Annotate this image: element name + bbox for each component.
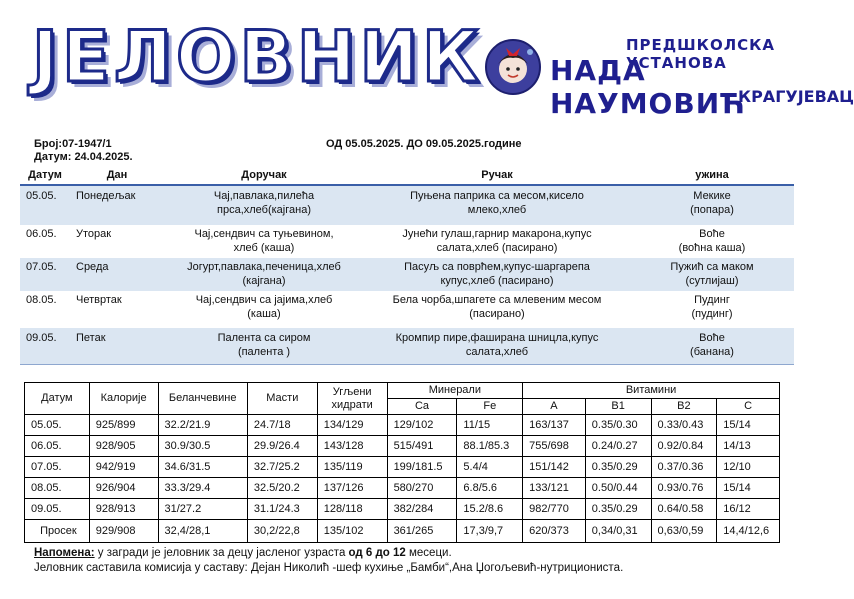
snack-line: (сутлијаш) <box>685 275 739 287</box>
note-age: од 6 до 12 <box>348 547 406 559</box>
nutrition-cell: 14/13 <box>717 436 780 457</box>
lunch-line: Јунећи гулаш,гарнир макарона,купус <box>402 228 592 240</box>
footnote-line-1 <box>34 546 623 561</box>
menu-table <box>20 165 794 365</box>
snack-line: Мекике <box>693 190 731 202</box>
nutrition-cell: 15/14 <box>717 415 780 436</box>
org-city: КРАГУЈЕВАЦ <box>738 87 854 106</box>
nutrition-cell: 32,4/28,1 <box>158 520 247 543</box>
menu-row <box>20 258 794 291</box>
nut-header-protein: Беланчевине <box>158 383 247 415</box>
menu-day: Среда <box>70 258 164 291</box>
nutrition-cell: 33.3/29.4 <box>158 478 247 499</box>
menu-snack <box>630 291 794 328</box>
nutrition-cell: 15/14 <box>717 478 780 499</box>
menu-lunch <box>364 291 630 328</box>
snack-line: Воће <box>699 332 725 344</box>
nutrition-cell: 925/899 <box>89 415 158 436</box>
nutrition-cell: 16/12 <box>717 499 780 520</box>
nutrition-cell: 12/10 <box>717 457 780 478</box>
nutrition-cell: 129/102 <box>387 415 457 436</box>
nutrition-cell: 0.92/0.84 <box>651 436 717 457</box>
nutrition-cell: 0.64/0.58 <box>651 499 717 520</box>
nutrition-cell: 133/121 <box>523 478 586 499</box>
nut-header-calories: Калорије <box>89 383 158 415</box>
menu-lunch <box>364 328 630 365</box>
nut-header-vitamins: Витамини <box>523 383 780 399</box>
menu-lunch <box>364 258 630 291</box>
nutrition-cell: 0.50/0.44 <box>585 478 651 499</box>
menu-header-row <box>20 165 794 185</box>
menu-snack <box>630 185 794 225</box>
footnote-line-2: Јеловник саставила комисија у саставу: Дејан Николић -шеф кухиње „Бамби“,Ана Џогољевић-нутриционистa. <box>34 562 624 574</box>
nut-header-a: A <box>523 399 586 415</box>
note-text: у загради је јеловник за децу јасленог узраста <box>94 547 349 559</box>
nutrition-row <box>25 415 780 436</box>
nutrition-table <box>24 382 780 543</box>
nutrition-cell: 982/770 <box>523 499 586 520</box>
nutrition-cell: 0,34/0,31 <box>585 520 651 543</box>
header-lunch: Ручак <box>364 165 630 185</box>
nutrition-cell: 05.05. <box>25 415 90 436</box>
nutrition-cell: 07.05. <box>25 457 90 478</box>
menu-lunch <box>364 225 630 258</box>
nut-header-fe: Fe <box>457 399 523 415</box>
snack-line: Воће <box>699 228 725 240</box>
nutrition-cell: 128/118 <box>317 499 387 520</box>
nut-header-minerals: Минерали <box>387 383 523 399</box>
nutrition-cell: 199/181.5 <box>387 457 457 478</box>
nutrition-cell: 0.24/0.27 <box>585 436 651 457</box>
nut-header-b2: B2 <box>651 399 717 415</box>
nutrition-cell: 24.7/18 <box>247 415 317 436</box>
header-breakfast: Доручак <box>164 165 364 185</box>
lunch-line: Пуњена паприка са месом,кисело <box>410 190 584 202</box>
nutrition-cell: 32.5/20.2 <box>247 478 317 499</box>
nutrition-cell: 382/284 <box>387 499 457 520</box>
nutrition-cell: 15.2/8.6 <box>457 499 523 520</box>
menu-breakfast <box>164 258 364 291</box>
nutrition-cell: 30,2/22,8 <box>247 520 317 543</box>
menu-date: 07.05. <box>20 258 70 291</box>
nutrition-cell: 88.1/85.3 <box>457 436 523 457</box>
menu-date: 08.05. <box>26 294 57 306</box>
breakfast-line: Јогурт,павлака,печеница,хлеб <box>187 261 341 273</box>
menu-row <box>20 291 794 328</box>
nutrition-cell: 755/698 <box>523 436 586 457</box>
menu-breakfast <box>164 225 364 258</box>
lunch-line: купус,хлеб (пасирано) <box>440 275 554 287</box>
breakfast-line: Чај,сендвич са јајима,хлеб <box>195 294 333 306</box>
lunch-line: Пасуљ са поврћем,купус-шаргарепа <box>404 261 590 273</box>
nutrition-cell: 31.1/24.3 <box>247 499 317 520</box>
nutrition-cell: 0.35/0.30 <box>585 415 651 436</box>
nutrition-cell: 942/919 <box>89 457 158 478</box>
menu-period: ОД 05.05.2025. ДО 09.05.2025.године <box>326 138 522 150</box>
nutrition-cell: 11/15 <box>457 415 523 436</box>
nutrition-cell: 0.35/0.29 <box>585 457 651 478</box>
menu-row <box>20 225 794 258</box>
nutrition-row <box>25 499 780 520</box>
menu-breakfast <box>164 291 364 328</box>
nutrition-cell: 929/908 <box>89 520 158 543</box>
nutrition-cell: 0,63/0,59 <box>651 520 717 543</box>
nutrition-cell: 34.6/31.5 <box>158 457 247 478</box>
lunch-line: млеко,хлеб <box>467 204 527 216</box>
menu-date: 09.05. <box>20 328 70 365</box>
nutrition-cell: 143/128 <box>317 436 387 457</box>
nutrition-cell: 928/913 <box>89 499 158 520</box>
snack-line: (воћна каша) <box>678 242 746 254</box>
document-date: Датум: 24.04.2025. <box>34 151 133 163</box>
snack-line: (банана) <box>690 346 734 358</box>
carbs-line: Угљени <box>332 385 372 398</box>
menu-day: Петак <box>70 328 164 365</box>
nutrition-cell: 14,4/12,6 <box>717 520 780 543</box>
nutrition-cell: 06.05. <box>25 436 90 457</box>
nutrition-cell: 5.4/4 <box>457 457 523 478</box>
nutrition-cell: 137/126 <box>317 478 387 499</box>
nutrition-cell: 135/119 <box>317 457 387 478</box>
lunch-line: Кромпир пире,фаширана шницла,купус <box>395 332 599 344</box>
breakfast-line: хлеб (каша) <box>233 242 295 254</box>
document-number: Број:07-1947/1 <box>34 138 112 150</box>
snack-line: Пужић са маком <box>670 261 754 273</box>
lunch-line: салата,хлеб <box>465 346 529 358</box>
breakfast-line: (кајгана) <box>242 275 286 287</box>
nut-header-b1: B1 <box>585 399 651 415</box>
breakfast-line: (каша) <box>247 308 281 320</box>
menu-day: Четвртак <box>76 294 122 306</box>
menu-day: Понедељак <box>70 185 164 225</box>
header-date: Датум <box>20 165 70 185</box>
nut-header-c: C <box>717 399 780 415</box>
kindergarten-logo <box>484 38 542 96</box>
nutrition-cell: 29.9/26.4 <box>247 436 317 457</box>
nutrition-cell: 151/142 <box>523 457 586 478</box>
breakfast-line: прса,хлеб(кајгана) <box>217 204 311 216</box>
nutrition-cell: 0.37/0.36 <box>651 457 717 478</box>
nutrition-row <box>25 457 780 478</box>
nutrition-row <box>25 436 780 457</box>
nut-header-carbs <box>317 383 387 415</box>
menu-day: Уторак <box>76 228 112 240</box>
nutrition-cell: 515/491 <box>387 436 457 457</box>
nutrition-row <box>25 478 780 499</box>
nutrition-cell: 32.7/25.2 <box>247 457 317 478</box>
footnote <box>34 546 623 576</box>
nutrition-cell: 09.05. <box>25 499 90 520</box>
nutrition-cell: 163/137 <box>523 415 586 436</box>
snack-line: (пудинг) <box>691 308 733 320</box>
nutrition-cell: 361/265 <box>387 520 457 543</box>
nutrition-average-row <box>25 520 780 543</box>
nutrition-cell: 17,3/9,7 <box>457 520 523 543</box>
page-title: ЈЕЛОВНИК <box>32 16 484 98</box>
nutrition-cell: 30.9/30.5 <box>158 436 247 457</box>
menu-date: 05.05. <box>20 185 70 225</box>
header-snack: ужина <box>630 165 794 185</box>
lunch-line: (пасирано) <box>469 308 525 320</box>
menu-snack <box>630 225 794 258</box>
carbs-line: хидрати <box>331 398 373 411</box>
note-label: Напомена: <box>34 547 95 559</box>
nut-header-ca: Ca <box>387 399 457 415</box>
nutrition-header-row <box>25 383 780 399</box>
note-text-end: месеци. <box>405 547 452 559</box>
breakfast-line: Чај,сендвич са туњевином, <box>194 228 334 240</box>
breakfast-line: Палента са сиром <box>217 332 311 344</box>
menu-lunch <box>364 185 630 225</box>
menu-date: 06.05. <box>26 228 57 240</box>
menu-snack <box>630 328 794 365</box>
breakfast-line: Чај,павлака,пилећа <box>213 190 315 202</box>
org-subtitle: ПРЕДШКОЛСКА УСТАНОВА <box>626 36 776 72</box>
nutrition-cell: 580/270 <box>387 478 457 499</box>
lunch-line: Бела чорба,шпагете са млевеним месом <box>392 294 602 306</box>
nutrition-cell: 134/129 <box>317 415 387 436</box>
header-day: Дан <box>70 165 164 185</box>
nut-header-fat: Масти <box>247 383 317 415</box>
nutrition-cell: 08.05. <box>25 478 90 499</box>
nutrition-cell: 620/373 <box>523 520 586 543</box>
menu-snack <box>630 258 794 291</box>
nutrition-cell: 0.33/0.43 <box>651 415 717 436</box>
menu-breakfast <box>164 328 364 365</box>
nutrition-cell: 32.2/21.9 <box>158 415 247 436</box>
nutrition-cell: 31/27.2 <box>158 499 247 520</box>
org-name: НАДА НАУМОВИЋ <box>550 54 746 120</box>
menu-row <box>20 185 794 225</box>
nutrition-cell: Просек <box>25 520 90 543</box>
nutrition-cell: 0.93/0.76 <box>651 478 717 499</box>
nutrition-cell: 135/102 <box>317 520 387 543</box>
menu-breakfast <box>164 185 364 225</box>
lunch-line: салата,хлеб (пасирано) <box>436 242 558 254</box>
snack-line: (попара) <box>690 204 734 216</box>
nutrition-cell: 0.35/0.29 <box>585 499 651 520</box>
nutrition-cell: 928/905 <box>89 436 158 457</box>
breakfast-line: (палента ) <box>237 346 291 358</box>
snack-line: Пудинг <box>694 294 730 306</box>
nutrition-cell: 926/904 <box>89 478 158 499</box>
nut-header-date: Датум <box>25 383 90 415</box>
menu-row <box>20 328 794 365</box>
nutrition-cell: 6.8/5.6 <box>457 478 523 499</box>
